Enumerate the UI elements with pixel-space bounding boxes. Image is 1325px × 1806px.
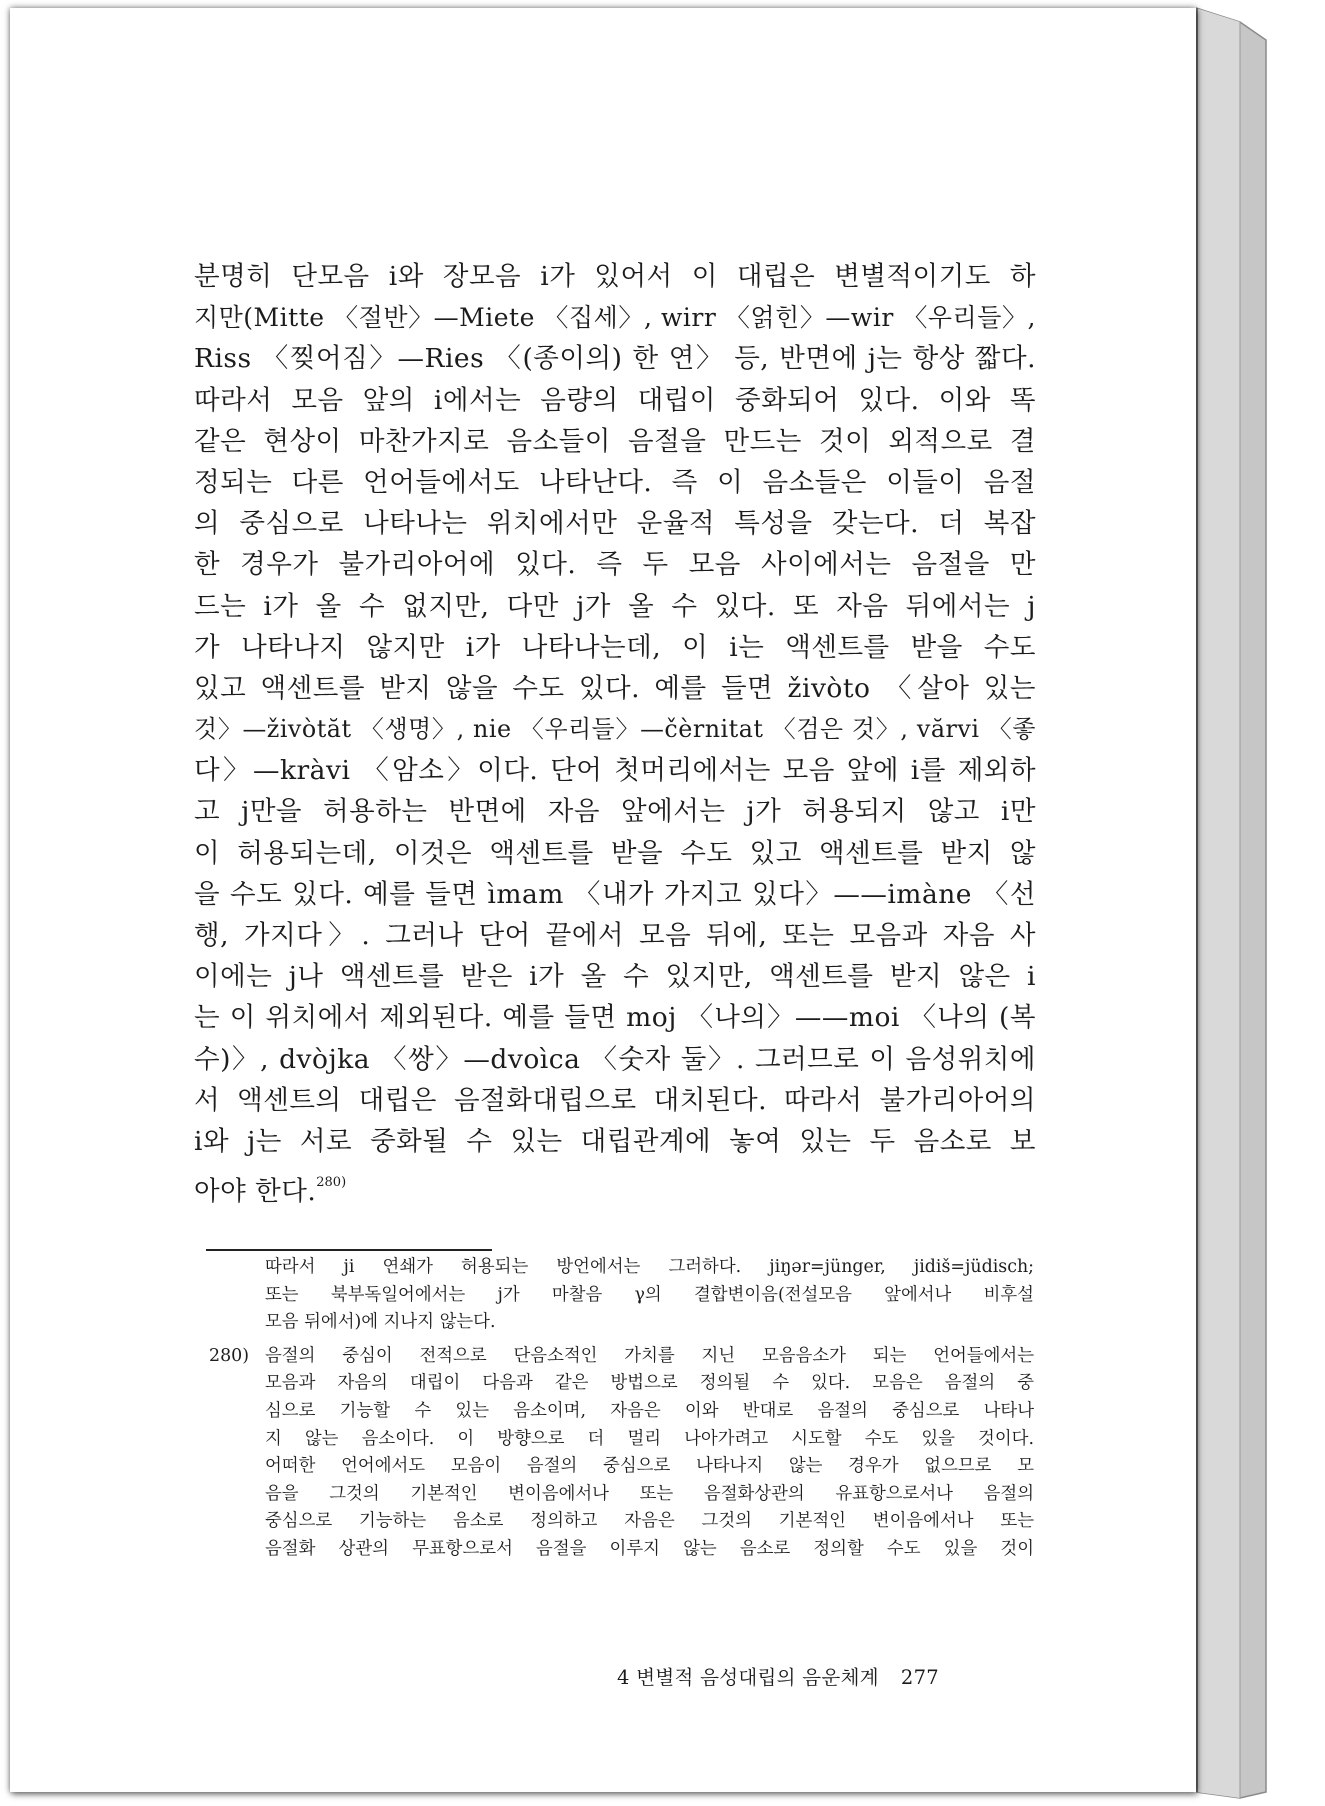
footnotes (209, 1254, 1034, 1564)
body-line: 수)〉, dvòjka 〈쌍〉—dvoìca 〈숫자 둘〉. 그러므로 이 음성위치에 (194, 1043, 1036, 1075)
body-line: 다〉—kràvi 〈암소〉이다. 단어 첫머리에서는 모음 앞에 i를 제외하 (194, 755, 1036, 787)
footnote-line: 중심으로 기능하는 음소로 정의하고 자음은 그것의 기본적인 변이음에서나 또는 (265, 1511, 1034, 1532)
footnote-line: 음을 그것의 기본적인 변이음에서나 또는 음절화상관의 유표항으로서나 음절의 (265, 1483, 1034, 1504)
body-line-last (194, 1162, 1036, 1208)
footnote-line: 음절의 중심이 전적으로 단음소적인 가치를 지닌 모음음소가 되는 언어들에서는 (265, 1345, 1034, 1366)
body-line: 있고 액센트를 받지 않을 수도 있다. 예를 들면 živòto 〈살아 있는 (194, 672, 1036, 704)
footnote-line: 음절화 상관의 무표항으로서 음절을 이루지 않는 음소로 정의할 수도 있을 것이 (265, 1538, 1034, 1559)
body-line: 따라서 모음 앞의 i에서는 음량의 대립이 중화되어 있다. 이와 똑 (194, 384, 1036, 416)
running-footer (617, 1662, 1031, 1690)
body-line: 지만(Mitte 〈절반〉—Miete 〈집세〉, wirr 〈얽힌〉—wir 〈우리들〉, (194, 303, 1036, 333)
body-line: 것〉—živòtăt 〈생명〉, nie 〈우리들〉—čèrnitat 〈검은 것〉, vărvi 〈좋 (194, 715, 1036, 744)
footnote-line: 따라서 ji 연쇄가 허용되는 방언에서는 그러하다. jiŋər=jünger, jidiš=jüdisch; (265, 1257, 1034, 1277)
book-side-edge (1196, 0, 1267, 1806)
body-line-text: 아야 한다. (194, 1176, 317, 1208)
footnote-line: 심으로 기능할 수 있는 음소이며, 자음은 이와 반대로 음절의 중심으로 나타나 (265, 1400, 1034, 1421)
footnote-continued (209, 1254, 1034, 1337)
chapter-title: 4 변별적 음성대립의 음운체계 (617, 1666, 879, 1689)
body-line: i와 j는 서로 중화될 수 있는 대립관계에 놓여 있는 두 음소로 보 (194, 1125, 1036, 1157)
footnote-reference: 280) (316, 1175, 347, 1191)
body-line: 정되는 다른 언어들에서도 나타난다. 즉 이 음소들은 이들이 음절 (194, 466, 1036, 498)
book-edge-graphic (1196, 0, 1267, 1806)
body-line: 가 나타나지 않지만 i가 나타나는데, 이 i는 액센트를 받을 수도 (194, 631, 1036, 663)
footnote-number: 280) (209, 1345, 249, 1366)
body-line: 고 j만을 허용하는 반면에 자음 앞에서는 j가 허용되지 않고 i만 (194, 796, 1036, 828)
body-line: 같은 현상이 마찬가지로 음소들이 음절을 만드는 것이 외적으로 결 (194, 425, 1036, 457)
body-text (194, 256, 1036, 1208)
body-line: 행, 가지다〉. 그러나 단어 끝에서 모음 뒤에, 또는 모음과 자음 사 (194, 920, 1036, 951)
footnote-line: 지 않는 음소이다. 이 방향으로 더 멀리 나아가려고 시도할 수도 있을 것이다. (265, 1428, 1034, 1449)
body-line: 한 경우가 불가리아어에 있다. 즉 두 모음 사이에서는 음절을 만 (194, 549, 1036, 581)
body-line: 분명히 단모음 i와 장모음 i가 있어서 이 대립은 변별적이기도 하 (194, 261, 1036, 292)
body-line: 을 수도 있다. 예를 들면 ìmam 〈내가 가지고 있다〉——imàne 〈선 (194, 878, 1036, 910)
footnote-280 (209, 1343, 1034, 1564)
footnote-line: 모음과 자음의 대립이 다음과 같은 방법으로 정의될 수 있다. 모음은 음절의 중 (265, 1373, 1034, 1394)
body-line: 서 액센트의 대립은 음절화대립으로 대치된다. 따라서 불가리아어의 (194, 1084, 1036, 1116)
body-line: 는 이 위치에서 제외된다. 예를 들면 moj 〈나의〉——moi 〈나의 (복 (194, 1002, 1036, 1034)
body-line: 의 중심으로 나타나는 위치에서만 운율적 특성을 갖는다. 더 복잡 (194, 508, 1036, 540)
body-line: Riss 〈찢어짐〉—Ries 〈(종이의) 한 연〉 등, 반면에 j는 항상 짧다. (194, 343, 1036, 375)
body-line: 이 허용되는데, 이것은 액센트를 받을 수도 있고 액센트를 받지 않 (194, 837, 1036, 869)
body-line: 드는 i가 올 수 없지만, 다만 j가 올 수 있다. 또 자음 뒤에서는 j (194, 590, 1036, 622)
footnote-line: 모음 뒤에서)에 지나지 않는다. (265, 1312, 496, 1333)
footnote-separator-rule (206, 1249, 492, 1251)
page-number: 277 (900, 1666, 939, 1689)
footnote-line: 어떠한 언어에서도 모음이 음절의 중심으로 나타나지 않는 경우가 없으므로 모 (265, 1456, 1034, 1477)
book-page (10, 8, 1196, 1792)
body-line: 이에는 j나 액센트를 받은 i가 올 수 있지만, 액센트를 받지 않은 i (194, 961, 1036, 993)
footnote-line: 또는 북부독일어에서는 j가 마찰음 γ의 결합변이음(전설모음 앞에서나 비후설 (265, 1284, 1034, 1305)
